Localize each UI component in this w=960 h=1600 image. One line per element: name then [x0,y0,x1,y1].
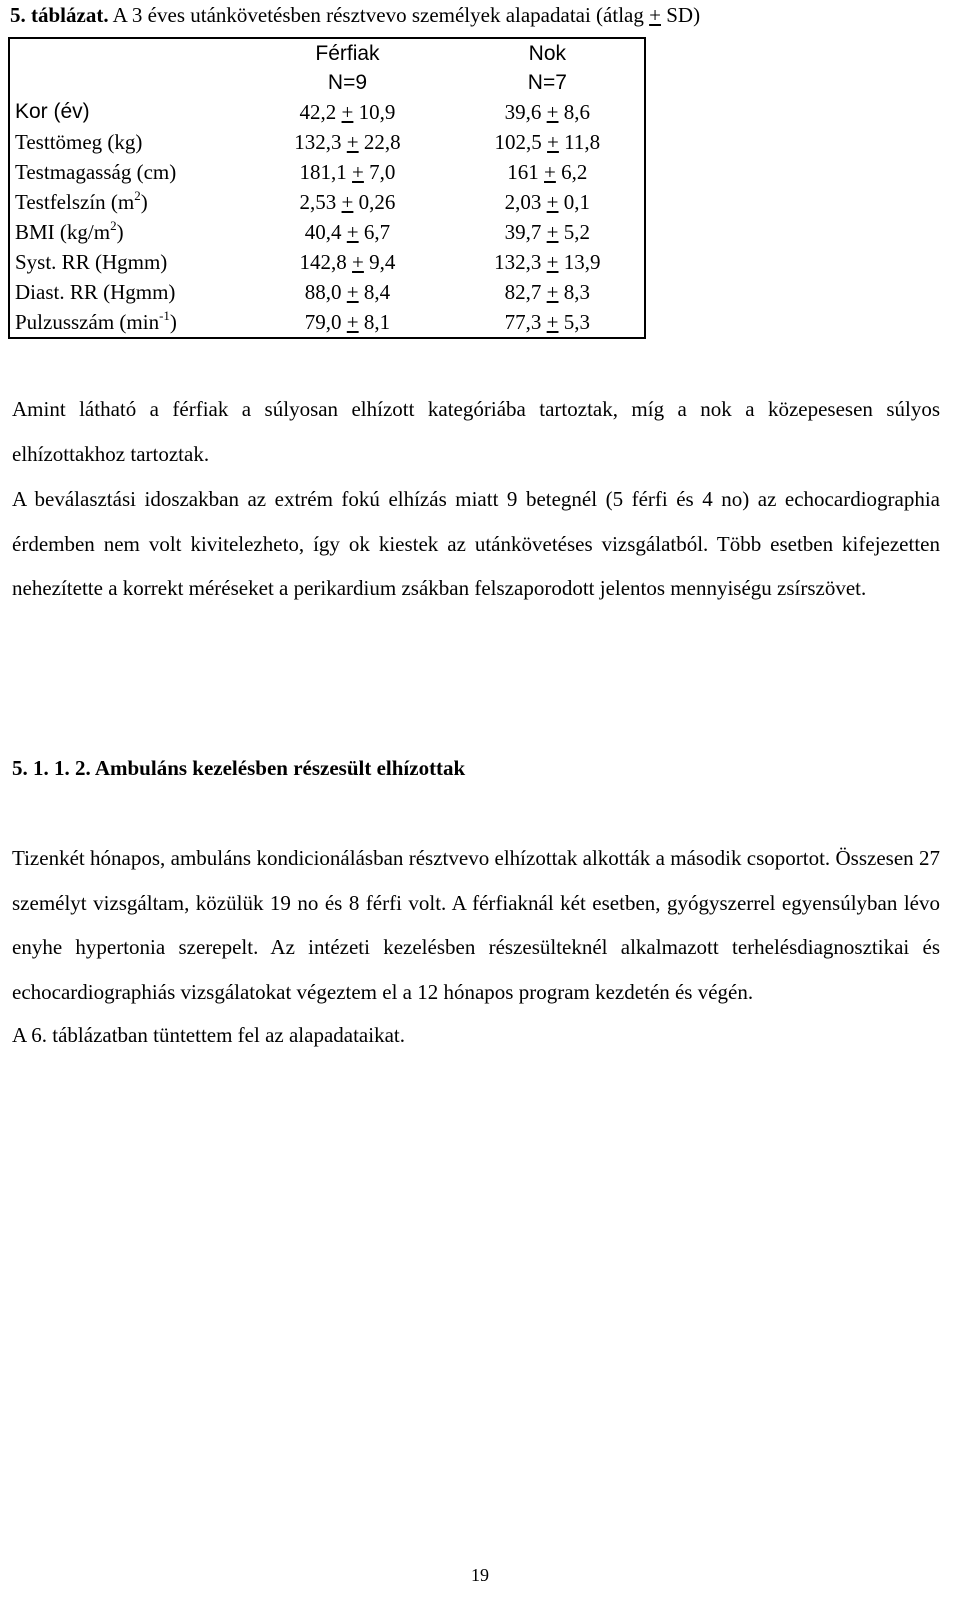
table-row [9,307,645,338]
men-sd: 8,1 [358,310,391,334]
plus-minus-sign: + [346,220,359,244]
men-value [244,217,450,247]
men-mean: 79,0 [304,310,347,334]
row-label-text: Diast. RR (Hgmm) [15,280,176,304]
men-value [244,157,450,187]
plus-minus-sign: + [649,3,661,27]
row-label [9,307,244,338]
table-row [9,247,645,277]
women-sd: 13,9 [558,250,601,274]
table-header-women: Nok [528,42,567,65]
table-caption-label: 5. táblázat. [10,3,109,27]
men-mean: 142,8 [299,250,353,274]
row-label-suffix: ) [116,220,124,244]
men-mean: 132,3 [294,130,347,154]
row-label-text: Testtömeg (kg) [15,130,143,154]
plus-minus-sign: + [546,100,559,124]
women-mean: 132,3 [494,250,547,274]
table-row [9,97,645,127]
women-value [451,217,645,247]
table-caption [10,2,940,28]
men-sd: 0,26 [353,190,396,214]
women-sd: 8,3 [558,280,590,304]
row-label-text: Syst. RR (Hgmm) [15,250,168,274]
women-value [451,247,645,277]
table-header-row [9,38,645,68]
plus-minus-sign: + [346,310,359,334]
men-sd: 8,4 [358,280,391,304]
row-label [9,277,244,307]
paragraph-obesity-categories: Amint látható a férfiak a súlyosan elhízott kategóriába tartoztak, míg a nok a közepesesen súlyos elhízottakhoz tartoztak. [12,397,940,466]
table-header-empty [9,38,244,68]
table-caption-text: A 3 éves utánkövetésben résztvevo személyek alapadatai (átlag [108,3,650,27]
women-sd: 5,3 [558,310,590,334]
women-mean: 2,03 [504,190,547,214]
table-row [9,157,645,187]
table-header-men: Férfiak [315,42,380,65]
women-mean: 39,7 [504,220,547,244]
plus-minus-sign: + [546,310,559,334]
men-sd: 22,8 [358,130,401,154]
table-header-count-row [9,68,645,97]
row-label-text: Testfelszín (m [15,190,135,214]
women-value [451,307,645,338]
plus-minus-sign: + [352,250,364,274]
section-heading: 5. 1. 1. 2. Ambuláns kezelésben részesült elhízottak [12,756,466,780]
men-mean: 40,4 [304,220,347,244]
row-label-superscript: 2 [110,218,117,233]
men-sd: 6,7 [358,220,391,244]
page-number: 19 [471,1565,489,1585]
row-label [9,187,244,217]
row-label-text: Testmagasság (cm) [15,160,177,184]
table-header-men-count: N=9 [327,71,368,94]
women-mean: 161 [507,160,545,184]
men-mean: 42,2 [299,100,342,124]
plus-minus-sign: + [346,130,359,154]
table-row [9,277,645,307]
row-label-suffix: ) [169,310,177,334]
plus-minus-sign: + [546,280,559,304]
paragraph-outpatient-group: Tizenkét hónapos, ambuláns kondicionálásban résztvevo elhízottak alkották a második csoportot. Összesen 27 személyt vizsgáltam, közülük 19 no és 8 férfi volt. A férfiaknál két esetben, gyógyszerrel egyensúlyban lévo enyhe hypertonia szerepelt. Az intézeti kezelésben részesülteknél alkalmazott terhelésdiagnosztikai és echocardiographiás vizsgálatokat végeztem el a 12 hónapos program kezdetén és végén. [12,846,940,1004]
row-label-text: Pulzusszám (min [15,310,160,334]
plus-minus-sign: + [352,160,364,184]
men-mean: 88,0 [304,280,347,304]
men-value [244,277,450,307]
men-sd: 7,0 [363,160,396,184]
men-mean: 181,1 [299,160,353,184]
row-label [9,217,244,247]
plus-minus-sign: + [547,130,559,154]
row-label-suffix: ) [140,190,148,214]
women-sd: 8,6 [558,100,590,124]
row-label-superscript: -1 [159,308,170,323]
men-value [244,307,450,338]
row-label-superscript: 2 [134,188,141,203]
table-row [9,127,645,157]
plus-minus-sign: + [341,190,354,214]
table-header-empty [9,68,244,97]
women-sd: 6,2 [555,160,588,184]
plus-minus-sign: + [546,250,559,274]
plus-minus-sign: + [544,160,556,184]
row-label [9,97,244,127]
men-value [244,127,450,157]
women-mean: 77,3 [504,310,547,334]
men-value [244,247,450,277]
table-caption-text-end: SD) [660,3,701,27]
men-value [244,97,450,127]
plus-minus-sign: + [546,190,559,214]
men-value [244,187,450,217]
women-sd: 5,2 [558,220,590,244]
row-label [9,157,244,187]
women-mean: 39,6 [504,100,547,124]
plus-minus-sign: + [341,100,354,124]
women-mean: 102,5 [494,130,548,154]
women-sd: 11,8 [558,130,601,154]
women-value [451,127,645,157]
row-label-text: BMI (kg/m [15,220,111,244]
women-value [451,187,645,217]
men-mean: 2,53 [299,190,342,214]
row-label-text: Kor (év) [15,100,90,123]
plus-minus-sign: + [546,220,559,244]
table-row [9,217,645,247]
men-sd: 9,4 [363,250,396,274]
paragraph-table-reference: A 6. táblázatban tüntettem fel az alapadataikat. [12,1023,405,1047]
row-label [9,247,244,277]
men-sd: 10,9 [353,100,396,124]
baseline-data-table [8,37,646,339]
table-body [9,97,645,338]
women-mean: 82,7 [504,280,547,304]
women-value [451,97,645,127]
table-row [9,187,645,217]
women-value [451,157,645,187]
women-sd: 0,1 [558,190,590,214]
paragraph-exclusions: A beválasztási idoszakban az extrém fokú elhízás miatt 9 betegnél (5 férfi és 4 no) az echocardiographia érdemben nem volt kivitelezheto, így ok kiestek az utánkövetéses vizsgálatból. Több esetben kifejezetten nehezítette a korrekt méréseket a perikardium zsákban felszaporodott jelentos mennyiségu zsírszövet. [12,487,940,601]
table-header-women-count: N=7 [527,71,567,94]
women-value [451,277,645,307]
plus-minus-sign: + [346,280,359,304]
row-label [9,127,244,157]
